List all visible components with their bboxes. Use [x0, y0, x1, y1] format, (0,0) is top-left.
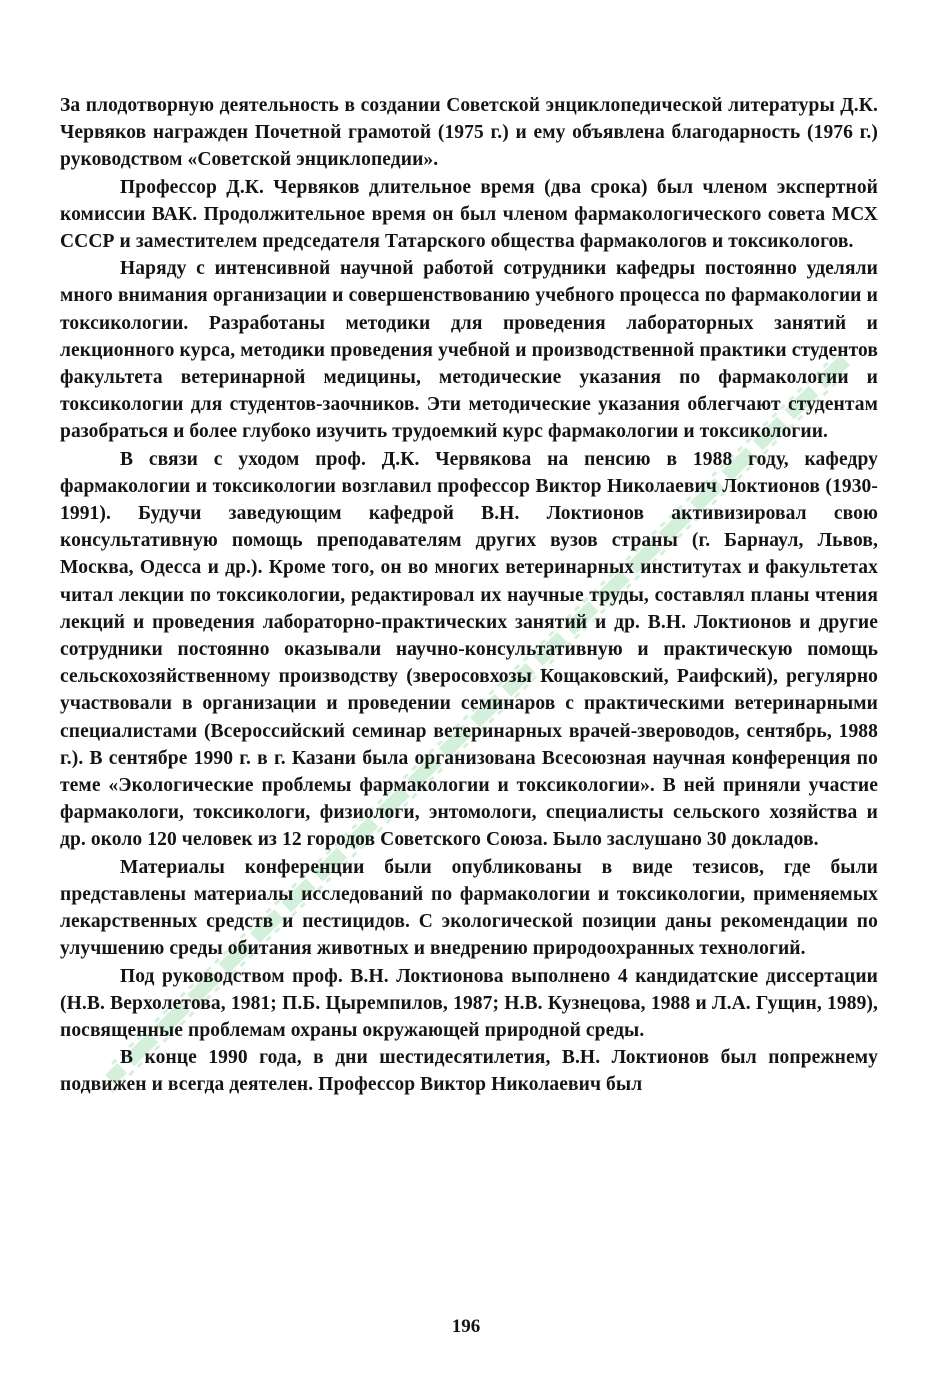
body-text: [60, 92, 878, 1099]
paragraph-3: Наряду с интенсивной научной работой сотрудники кафедры постоянно уделяли много внимания организации и совершенствованию учебного процесса по фармакологии и токсикологии. Разработаны методики для проведения лабораторных занятий и лекционного курса, методики проведения учебной и производственной практики студентов факультета ветеринарной медицины, методические указания по фармакологии и токсикологии для студентов-заочников. Эти методические указания облегчают студентам разобраться и более глубоко изучить трудоемкий курс фармакологии и токсикологии.: [60, 258, 878, 443]
page-number: 196: [451, 1316, 481, 1337]
paragraph-7: В конце 1990 года, в дни шестидесятилетия, В.Н. Локтионов был попрежнему подвижен и всегда деятелен. Профессор Виктор Николаевич был: [60, 1047, 878, 1096]
paragraph-2: Профессор Д.К. Червяков длительное время (два срока) был членом экспертной комиссии ВАК. Продолжительное время он был членом фармакологического совета МСХ СССР и заместителем председателя Татарского общества фармакологов и токсикологов.: [60, 176, 878, 253]
paragraph-6: Под руководством проф. В.Н. Локтионова выполнено 4 кандидатские диссертации (Н.В. Верхолетова, 1981; П.Б. Цыремпилов, 1987; Н.В. Кузнецова, 1988 и Л.А. Гущин, 1989), посвященные проблемам охраны окружающей природной среды.: [60, 965, 878, 1041]
paragraph-4: В связи с уходом проф. Д.К. Червякова на пенсию в 1988 году, кафедру фармакологии и токсикологии возглавил профессор Виктор Николаевич Локтионов (1930-1991). Будучи заведующим кафедрой В.Н. Локтионов активизировал свою консультативную помощь преподавателям других вузов страны (г. Барнаул, Львов, Москва, Одесса и др.). Кроме того, он во многих ветеринарных институтах и факультетах читал лекции по токсикологии, редактировал их научные труды, составлял планы чтения лекций и проведения лабораторно-практических занятий и др. В.Н. Локтионов и другие сотрудники постоянно оказывали научно-консультативную и практическую помощь сельскохозяйственному производству (зверосовхозы Кощаковский, Раифский), регулярно участвовали в организации и проведении семинаров с практическими ветеринарными специалистами (Всероссийский семинар ветеринарных врачей-звероводов, сентябрь, 1988 г.). В сентябре 1990 г. в г. Казани была организована Всесоюзная научная конференция по теме «Экологические проблемы фармакологии и токсикологии». В ней приняли участие фармакологи, токсикологи, физиологи, энтомологи, специалисты сельского хозяйства и др. около 120 человек из 12 городов Советского Союза. Было заслушано 30 докладов.: [60, 448, 878, 851]
paragraph-5: Материалы конференции были опубликованы в виде тезисов, где были представлены материалы исследований по фармакологии и токсикологии, применяемых лекарственных средств и пестицидов. С экологической позиции даны рекомендации по улучшению среды обитания животных и внедрению природоохранных технологий.: [60, 856, 878, 960]
paragraph-1: За плодотворную деятельность в создании Советской энциклопедической литературы Д.К. Червяков награжден Почетной грамотой (1975 г.) и ему объявлена благодарность (1976 г.) руководством «Советской энциклопедии».: [60, 95, 878, 171]
